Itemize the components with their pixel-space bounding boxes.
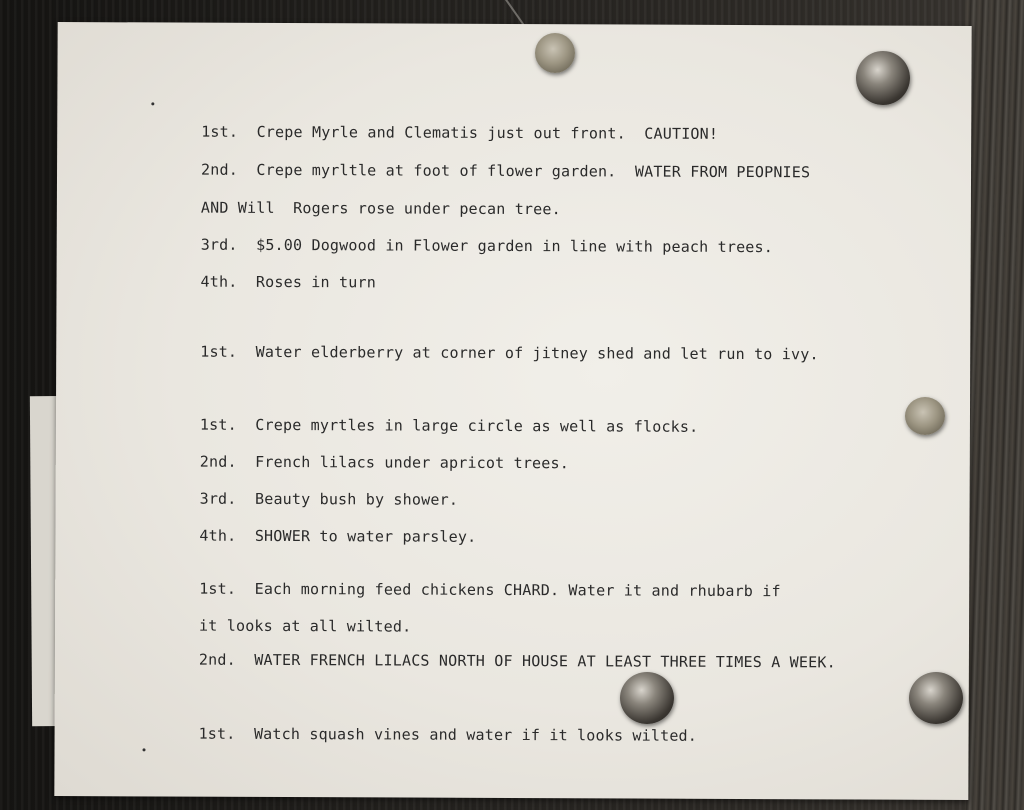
note-line: 1st. Crepe myrtles in large circle as well as flocks.: [199, 415, 699, 436]
note-line: 3rd. $5.00 Dogwood in Flower garden in line with peach trees.: [200, 235, 774, 257]
note-line: 1st. Water elderberry at corner of jitney shed and let run to ivy.: [200, 342, 819, 364]
thumbtack-icon: [620, 672, 674, 724]
paper-speck: [151, 102, 154, 105]
pushpin-icon: [535, 33, 575, 73]
thumbtack-icon: [909, 672, 963, 724]
paper-speck: [143, 748, 146, 751]
note-line: 1st. Watch squash vines and water if it looks wilted.: [198, 724, 698, 745]
note-line: 3rd. Beauty bush by shower.: [199, 489, 459, 509]
typed-note-sheet: [54, 22, 971, 800]
note-line: 2nd. Crepe myrltle at foot of flower garden. WATER FROM PEOPNIES: [201, 160, 811, 182]
wood-board: [965, 0, 1024, 810]
note-line: 4th. SHOWER to water parsley.: [199, 526, 477, 546]
note-line: 2nd. WATER FRENCH LILACS NORTH OF HOUSE AT LEAST THREE TIMES A WEEK.: [198, 650, 836, 672]
note-line: 2nd. French lilacs under apricot trees.: [199, 452, 570, 473]
typed-note-text: [54, 22, 971, 800]
note-line: it looks at all wilted.: [199, 616, 412, 636]
note-line: AND Will Rogers rose under pecan tree.: [200, 198, 561, 219]
note-line: 4th. Roses in turn: [200, 272, 376, 292]
note-line: 1st. Each morning feed chickens CHARD. Water it and rhubarb if: [199, 579, 781, 601]
pushpin-icon: [905, 397, 945, 435]
thumbtack-icon: [856, 51, 910, 105]
note-line: 1st. Crepe Myrle and Clematis just out front. CAUTION!: [201, 122, 719, 143]
